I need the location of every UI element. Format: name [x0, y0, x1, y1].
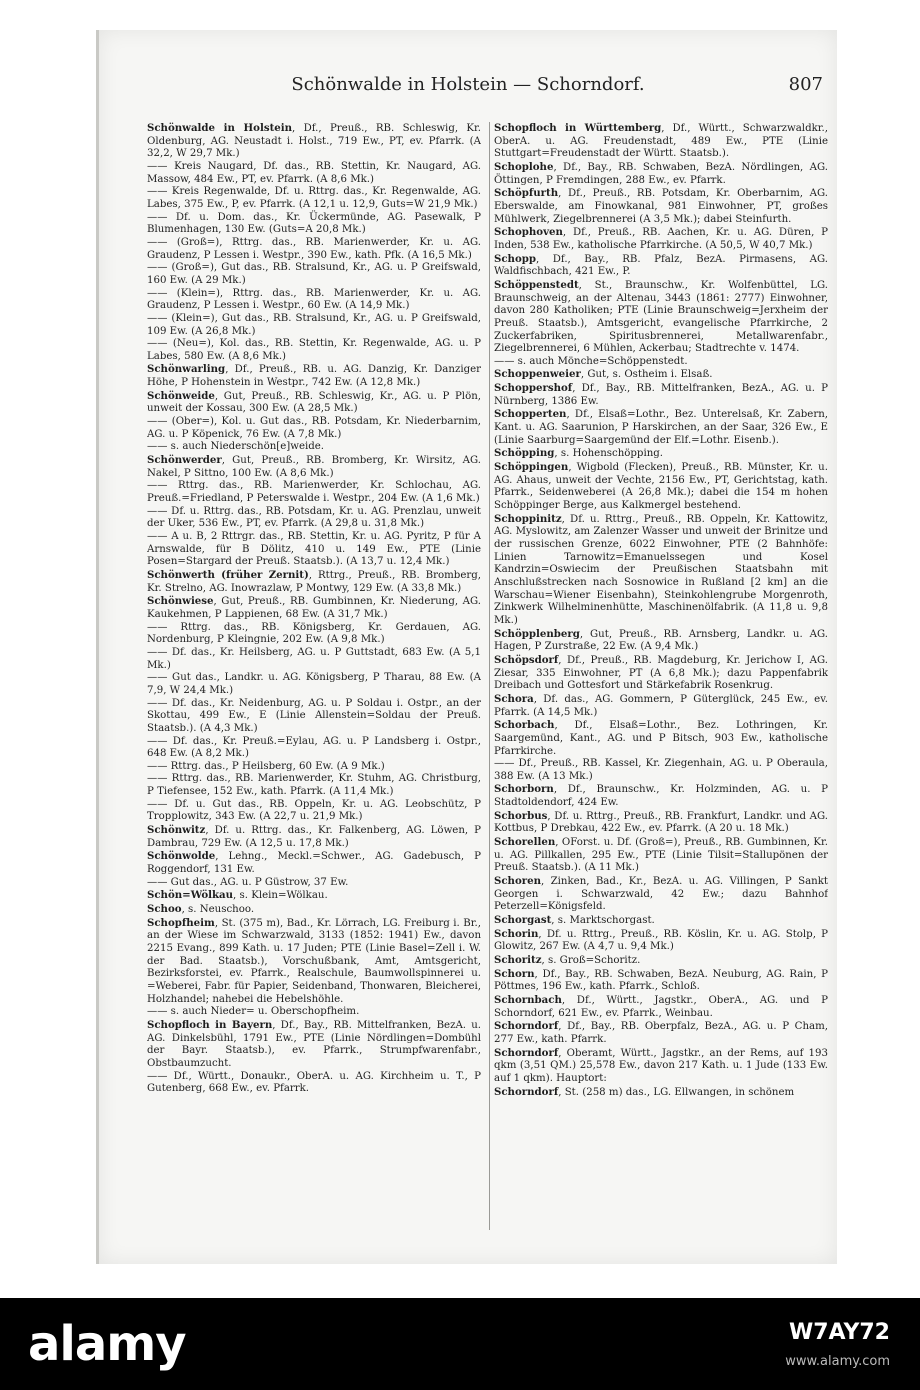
- dictionary-entry: —— s. auch Mönche=Schöppenstedt.: [494, 355, 688, 367]
- dictionary-entry: Schönwerth (früher Zernit), Rttrg., Preuß., RB. Bromberg, Kr. Strelno, AG. Inowrazlaw, P Montwy, 129 Ew. (A 33,8 Mk.): [147, 568, 481, 594]
- dictionary-entry: Schophoven, Df., Preuß., RB. Aachen, Kr. u. AG. Düren, P Inden, 538 Ew., katholische Pfarrkirche. (A 50,5, W 40,7 Mk.): [494, 226, 828, 251]
- dictionary-entry: Schorndorf, Df., Bay., RB. Oberpfalz, BezA., AG. u. P Cham, 277 Ew., kath. Pfarrk.: [494, 1020, 828, 1045]
- dictionary-entry: —— Gut das., Landkr. u. AG. Königsberg, P Tharau, 88 Ew. (A 7,9, W 24,4 Mk.): [147, 672, 481, 696]
- dictionary-entry: Schorn, Df., Bay., RB. Schwaben, BezA. Neuburg, AG. Rain, P Pöttmes, 196 Ew., kath. Pfarrk., Schloß.: [494, 967, 828, 993]
- entry-headword: Schön=Wölkau: [147, 889, 234, 902]
- dictionary-entry: —— Df. das., Kr. Heilsberg, AG. u. P Guttstadt, 683 Ew. (A 5,1 Mk.): [147, 646, 481, 671]
- dictionary-entry: Schorellen, OForst. u. Df. (Groß=), Preuß., RB. Gumbinnen, Kr. u. AG. Pillkallen, 295 Ew., PTE (Linie Tilsit=Stallupönen der Preuß. Staatsb.). (A 11 Mk.): [494, 836, 828, 874]
- dictionary-entry: —— Kreis Naugard, Df. das., RB. Stettin, Kr. Naugard, AG. Massow, 484 Ew., PT, ev. Pfarrk. (A 8,6 Mk.): [147, 160, 481, 185]
- watermark-url: www.alamy.com: [785, 1354, 890, 1369]
- entry-headword: Schoritz: [494, 954, 542, 966]
- entry-headword: Schorndorf: [494, 1085, 559, 1098]
- entry-headword: Schorbus: [494, 809, 548, 822]
- dictionary-entry: Schorndorf, Oberamt, Württ., Jagstkr., an der Rems, auf 193 qkm (3,51 QM.) 25,578 Ew., davon 217 Kath. u. 1 Jude (133 Ew. auf 1 qkm). Hauptort:: [494, 1046, 828, 1084]
- dictionary-entry: Schora, Df. das., AG. Gommern, P Güterglück, 245 Ew., ev. Pfarrk. (A 14,5 Mk.): [494, 692, 828, 718]
- entry-headword: Schopfloch in Bayern: [147, 1018, 273, 1031]
- dictionary-entry: —— Df., Württ., Donaukr., OberA. u. AG. Kirchheim u. T., P Gutenberg, 668 Ew., ev. Pfarrk.: [147, 1070, 481, 1095]
- dictionary-entry: Schön=Wölkau, s. Klein=Wölkau.: [147, 889, 328, 902]
- entry-headword: Schorndorf: [494, 1046, 559, 1059]
- entry-headword: Schoren: [494, 875, 542, 888]
- dictionary-entry: Schönwerder, Gut, Preuß., RB. Bromberg, Kr. Wirsitz, AG. Nakel, P Sittno, 100 Ew. (A 8,6 Mk.): [147, 454, 481, 479]
- entry-headword: Schorborn: [494, 783, 554, 796]
- scanned-page: [96, 30, 837, 1264]
- dictionary-entry: —— (Groß=), Gut das., RB. Stralsund, Kr., AG. u. P Greifswald, 160 Ew. (A 29 Mk.): [147, 262, 481, 286]
- entry-headword: Schönwiese: [147, 595, 214, 608]
- dictionary-entry: Schönwiese, Gut, Preuß., RB. Gumbinnen, Kr. Niederung, AG. Kaukehmen, P Lappienen, 68 Ew. (A 31,7 Mk.): [147, 595, 481, 620]
- dictionary-entry: Schoppershof, Df., Bay., RB. Mittelfranken, BezA., AG. u. P Nürnberg, 1386 Ew.: [494, 382, 828, 407]
- dictionary-entry: —— (Neu=), Kol. das., RB. Stettin, Kr. Regenwalde, AG. u. P Labes, 580 Ew. (A 8,6 Mk.): [147, 338, 481, 362]
- entry-headword: Schorbach: [494, 719, 555, 732]
- dictionary-entry: —— A u. B, 2 Rttrgr. das., RB. Stettin, Kr. u. AG. Pyritz, P für A Arnswalde, für B Dölitz, 410 u. 149 Ew., PTE (Linie Posen=Stargard der Preuß. Staatsb.). (A 13,7 u. 12,4 Mk.): [147, 531, 481, 568]
- entry-headword: Schopperten: [494, 408, 567, 421]
- dictionary-entry: Schorbus, Df. u. Rttrg., Preuß., RB. Frankfurt, Landkr. und AG. Kottbus, P Drebkau, 422 Ew., ev. Pfarrk. (A 20 u. 18 Mk.): [494, 809, 828, 835]
- stock-watermark-bar: [0, 1298, 920, 1390]
- page-number: 807: [788, 74, 823, 95]
- right-column: [494, 122, 828, 1232]
- dictionary-entry: —— Df. das., Kr. Preuß.=Eylau, AG. u. P Landsberg i. Ostpr., 648 Ew. (A 8,2 Mk.): [147, 735, 481, 760]
- dictionary-entry: Schönwalde in Holstein, Df., Preuß., RB. Schleswig, Kr. Oldenburg, AG. Neustadt i. Holst., 719 Ew., PT, ev. Pfarrk. (A 32,2, W 29,7 Mk.): [147, 122, 481, 160]
- entry-headword: Schora: [494, 692, 534, 705]
- entry-headword: Schöppingen: [494, 461, 569, 474]
- entry-headword: Schorndorf: [494, 1020, 559, 1033]
- entry-headword: Schorn: [494, 967, 535, 980]
- entry-headword: Schophoven: [494, 226, 563, 239]
- dictionary-entry: Schönwolde, Lehng., Meckl.=Schwer., AG. Gadebusch, P Roggendorf, 131 Ew.: [147, 850, 481, 876]
- dictionary-entry: —— (Groß=), Rttrg. das., RB. Marienwerder, Kr. u. AG. Graudenz, P Lessen i. Westpr., 390 Ew., kath. Pfk. (A 16,5 Mk.): [147, 236, 481, 261]
- dictionary-entry: Schönwitz, Df. u. Rttrg. das., Kr. Falkenberg, AG. Löwen, P Dambrau, 729 Ew. (A 12,5 u. 17,8 Mk.): [147, 824, 481, 849]
- dictionary-entry: —— Gut das., AG. u. P Güstrow, 37 Ew.: [147, 876, 349, 888]
- entry-headword: Schorgast: [494, 914, 552, 927]
- entry-headword: Schöpping: [494, 447, 555, 460]
- dictionary-entry: —— Rttrg. das., RB. Marienwerder, Kr. Schlochau, AG. Preuß.=Friedland, P Peterswalde i. Westpr., 204 Ew. (A 1,6 Mk.): [147, 480, 481, 505]
- dictionary-entry: Schorin, Df. u. Rttrg., Preuß., RB. Köslin, Kr. u. AG. Stolp, P Glowitz, 267 Ew. (A 4,7 u. 9,4 Mk.): [494, 927, 828, 953]
- dictionary-entry: Schöpping, s. Hohenschöpping.: [494, 447, 664, 460]
- dictionary-entry: Schöppingen, Wigbold (Flecken), Preuß., RB. Münster, Kr. u. AG. Ahaus, unweit der Vechte, 2156 Ew., PT, Gerichtstag, kath. Pfarrk., Seidenweberei (A 26,8 Mk.); dabei die 154 m hohen Schöppinger Berge, aus Kalkmergel bestehend.: [494, 461, 828, 512]
- entry-headword: Schönwitz: [147, 824, 206, 837]
- dictionary-entry: Schoplohe, Df., Bay., RB. Schwaben, BezA. Nördlingen, AG. Öttingen, P Fremdingen, 288 Ew., ev. Pfarrk.: [494, 160, 828, 186]
- dictionary-entry: —— s. auch Nieder= u. Oberschopfheim.: [147, 1006, 360, 1018]
- entry-headword: Schornbach: [494, 993, 562, 1006]
- entry-headword: Schönwolde: [147, 850, 216, 863]
- dictionary-entry: Schorborn, Df., Braunschw., Kr. Holzminden, AG. u. P Stadtoldendorf, 424 Ew.: [494, 783, 828, 809]
- dictionary-entry: —— Df. u. Gut das., RB. Oppeln, Kr. u. AG. Leobschütz, P Tropplowitz, 343 Ew. (A 22,7 u. 21,9 Mk.): [147, 798, 481, 823]
- entry-headword: Schoppinitz: [494, 512, 562, 525]
- entry-headword: Schönweide: [147, 389, 215, 402]
- dictionary-entry: Schopfheim, St. (375 m), Bad., Kr. Lörrach, LG. Freiburg i. Br., an der Wiese im Schwarzwald, 3133 (1852: 1941) Ew., davon 2215 Evang., 899 Kath. u. 17 Juden; PTE (Linie Basel=Zell i. W. der Bad. Staatsb.), Vorschußbank, Amt, Amtsgericht, Bezirksforstei, ev. Pfarrk., Realschule, Baumwollspinnerei u. =Weberei, Fabr. für Papier, Seidenband, Thonwaren, Bleicherei, Holzhandel; nahebei die Hebelshöhle.: [147, 916, 481, 1005]
- entry-headword: Schopp: [494, 252, 537, 265]
- dictionary-entry: —— Rttrg. das., P Heilsberg, 60 Ew. (A 9 Mk.): [147, 760, 385, 772]
- entry-headword: Schönwerth (früher Zernit): [147, 568, 309, 581]
- dictionary-entry: Schöpplenberg, Gut, Preuß., RB. Arnsberg, Landkr. u. AG. Hagen, P Zurstraße, 22 Ew. (A 9,4 Mk.): [494, 627, 828, 653]
- dictionary-entry: Schönweide, Gut, Preuß., RB. Schleswig, Kr., AG. u. P Plön, unweit der Kossau, 300 Ew. (A 28,5 Mk.): [147, 389, 481, 415]
- dictionary-entry: —— Df. u. Rttrg. das., RB. Potsdam, Kr. u. AG. Prenzlau, unweit der Uker, 536 Ew., PT, ev. Pfarrk. (A 29,8 u. 31,8 Mk.): [147, 505, 481, 530]
- dictionary-entry: Schorgast, s. Marktschorgast.: [494, 914, 655, 927]
- dictionary-entry: Schoppinitz, Df. u. Rttrg., Preuß., RB. Oppeln, Kr. Kattowitz, AG. Myslowitz, am Zalenzer Wasser und unweit der Brinitze und der russischen Grenze, 6022 Einwohner, PTE (2 Bahnhöfe: Linien Tarnowitz=Emanuelssegen und Kosel Kandrzin=Oswiecim der Preußischen Staatsbahn mit Anschlußstrecken nach Sosnowice in Rußland [2 km] an die Warschau=Wiener Eisenbahn), Steinkohlengrube Morgenroth, Zinkwerk Wilhelminenhütte, Maschinenölfabrik. (A 11,8 u. 9,8 Mk.): [494, 512, 828, 626]
- entry-headword: Schönwerder: [147, 454, 222, 467]
- entry-headword: Schoo: [147, 903, 182, 916]
- entry-headword: Schopfheim: [147, 916, 215, 929]
- left-column: [147, 122, 481, 1232]
- entry-headword: Schoppershof: [494, 382, 573, 395]
- entry-headword: Schorin: [494, 927, 539, 940]
- dictionary-entry: —— (Klein=), Gut das., RB. Stralsund, Kr., AG. u. P Greifswald, 109 Ew. (A 26,8 Mk.): [147, 312, 481, 337]
- entry-headword: Schönwarling: [147, 363, 226, 376]
- dictionary-entry: —— (Ober=), Kol. u. Gut das., RB. Potsdam, Kr. Niederbarnim, AG. u. P Köpenick, 76 Ew. (A 7,8 Mk.): [147, 416, 481, 440]
- dictionary-entry: —— (Klein=), Rttrg. das., RB. Marienwerder, Kr. u. AG. Graudenz, P Lessen i. Westpr., 60 Ew. (A 14,9 Mk.): [147, 287, 481, 312]
- dictionary-entry: —— Df. u. Dom. das., Kr. Ückermünde, AG. Pasewalk, P Blumenhagen, 130 Ew. (Guts=A 20,8 Mk.): [147, 211, 481, 236]
- dictionary-entry: Schopp, Df., Bay., RB. Pfalz, BezA. Pirmasens, AG. Waldfischbach, 421 Ew., P.: [494, 252, 828, 278]
- dictionary-entry: Schoo, s. Neuschoo.: [147, 903, 255, 916]
- dictionary-entry: Schoren, Zinken, Bad., Kr., BezA. u. AG. Villingen, P Sankt Georgen i. Schwarzwald, 42 Ew.; dazu Bahnhof Peterzell=Königsfeld.: [494, 875, 828, 913]
- dictionary-entry: Schorbach, Df., Elsaß=Lothr., Bez. Lothringen, Kr. Saargemünd, Kant., AG. und P Bitsch, 903 Ew., katholische Pfarrkirche.: [494, 719, 828, 757]
- dictionary-entry: Schoritz, s. Groß=Schoritz.: [494, 954, 641, 966]
- entry-headword: Schorellen: [494, 836, 556, 849]
- alamy-logo: alamy: [28, 1316, 186, 1372]
- dictionary-entry: Schöpsdorf, Df., Preuß., RB. Magdeburg, Kr. Jerichow I, AG. Ziesar, 335 Einwohner, PT (A 6,8 Mk.); dazu Pappenfabrik Dreibach und Gottesfort und Stärkefabrik Rosenkrug.: [494, 653, 828, 692]
- entry-headword: Schoplohe: [494, 160, 554, 173]
- entry-headword: Schöpplenberg: [494, 627, 580, 640]
- dictionary-entry: —— Rttrg. das., RB. Königsberg, Kr. Gerdauen, AG. Nordenburg, P Kleingnie, 202 Ew. (A 9,8 Mk.): [147, 621, 481, 646]
- dictionary-entry: Schoppenweier, Gut, s. Ostheim i. Elsaß.: [494, 368, 713, 381]
- dictionary-entry: Schopfloch in Württemberg, Df., Württ., Schwarzwaldkr., OberA. u. AG. Freudenstadt, 489 Ew., PTE (Linie Stuttgart=Freudenstadt der Württ. Staatsb.).: [494, 122, 828, 160]
- dictionary-entry: Schorndorf, St. (258 m) das., LG. Ellwangen, in schönem: [494, 1085, 795, 1098]
- dictionary-entry: Schöppenstedt, St., Braunschw., Kr. Wolfenbüttel, LG. Braunschweig, an der Altenau, 3443 (1861: 2777) Einwohner, davon 280 Katholiken; PTE (Linie Braunschweig=Jerxheim der Preuß. Staatsb.), Amtsgericht, evangelische Pfarrkirche, 2 Zuckerfabriken, Spiritusbrennerei, Metallwarenfabr., Ziegelbrennerei, 6 Mühlen, Ackerbau; Stadtrechte v. 1474.: [494, 278, 828, 355]
- entry-headword: Schöpfurth: [494, 187, 559, 200]
- dictionary-entry: —— Df. das., Kr. Neidenburg, AG. u. P Soldau i. Ostpr., an der Skottau, 499 Ew., E (Linie Allenstein=Soldau der Preuß. Staatsb.). (A 4,3 Mk.): [147, 697, 481, 734]
- dictionary-entry: Schopperten, Df., Elsaß=Lothr., Bez. Unterelsaß, Kr. Zabern, Kant. u. AG. Saarunion, P Harskirchen, an der Saar, 326 Ew., E (Linie Saarburg=Saargemünd der Elf.=Lothr. Eisenb.).: [494, 408, 828, 446]
- dictionary-entry: —— Df., Preuß., RB. Kassel, Kr. Ziegenhain, AG. u. P Oberaula, 388 Ew. (A 13 Mk.): [494, 758, 828, 782]
- entry-headword: Schönwalde in Holstein: [147, 122, 293, 134]
- dictionary-entry: —— s. auch Niederschön[e]weide.: [147, 441, 325, 453]
- dictionary-entry: Schönwarling, Df., Preuß., RB. u. AG. Danzig, Kr. Danziger Höhe, P Hohenstein in Westpr., 742 Ew. (A 12,8 Mk.): [147, 363, 481, 389]
- dictionary-entry: —— Kreis Regenwalde, Df. u. Rttrg. das., Kr. Regenwalde, AG. Labes, 375 Ew., P, ev. Pfarrk. (A 12,1 u. 12,9, Guts=W 21,9 Mk.): [147, 186, 481, 210]
- entry-headword: Schöppenstedt: [494, 278, 579, 291]
- page-title: Schönwalde in Holstein — Schorndorf.: [291, 74, 645, 95]
- entry-headword: Schopfloch in Württemberg: [494, 122, 662, 134]
- dictionary-entry: Schopfloch in Bayern, Df., Bay., RB. Mittelfranken, BezA. u. AG. Dinkelsbühl, 1791 Ew., PTE (Linie Nördlingen=Dombühl der Bayr. Staatsb.), ev. Pfarrk., Strumpfwarenfabr., Obstbaumzucht.: [147, 1018, 481, 1069]
- dictionary-entry: Schornbach, Df., Württ., Jagstkr., OberA., AG. und P Schorndorf, 621 Ew., ev. Pfarrk., Weinbau.: [494, 993, 828, 1019]
- entry-headword: Schöpsdorf: [494, 653, 559, 666]
- running-header: [99, 74, 837, 104]
- image-id: W7AY72: [788, 1320, 890, 1345]
- column-divider: [489, 122, 490, 1230]
- dictionary-entry: Schöpfurth, Df., Preuß., RB. Potsdam, Kr. Oberbarnim, AG. Eberswalde, am Finowkanal, 981 Einwohner, PT, großes Mühlwerk, Ziegelbrennerei (A 3,5 Mk.); dabei Steinfurth.: [494, 187, 828, 225]
- entry-headword: Schoppenweier: [494, 368, 581, 381]
- dictionary-entry: —— Rttrg. das., RB. Marienwerder, Kr. Stuhm, AG. Christburg, P Tiefensee, 152 Ew., kath. Pfarrk. (A 11,4 Mk.): [147, 773, 481, 798]
